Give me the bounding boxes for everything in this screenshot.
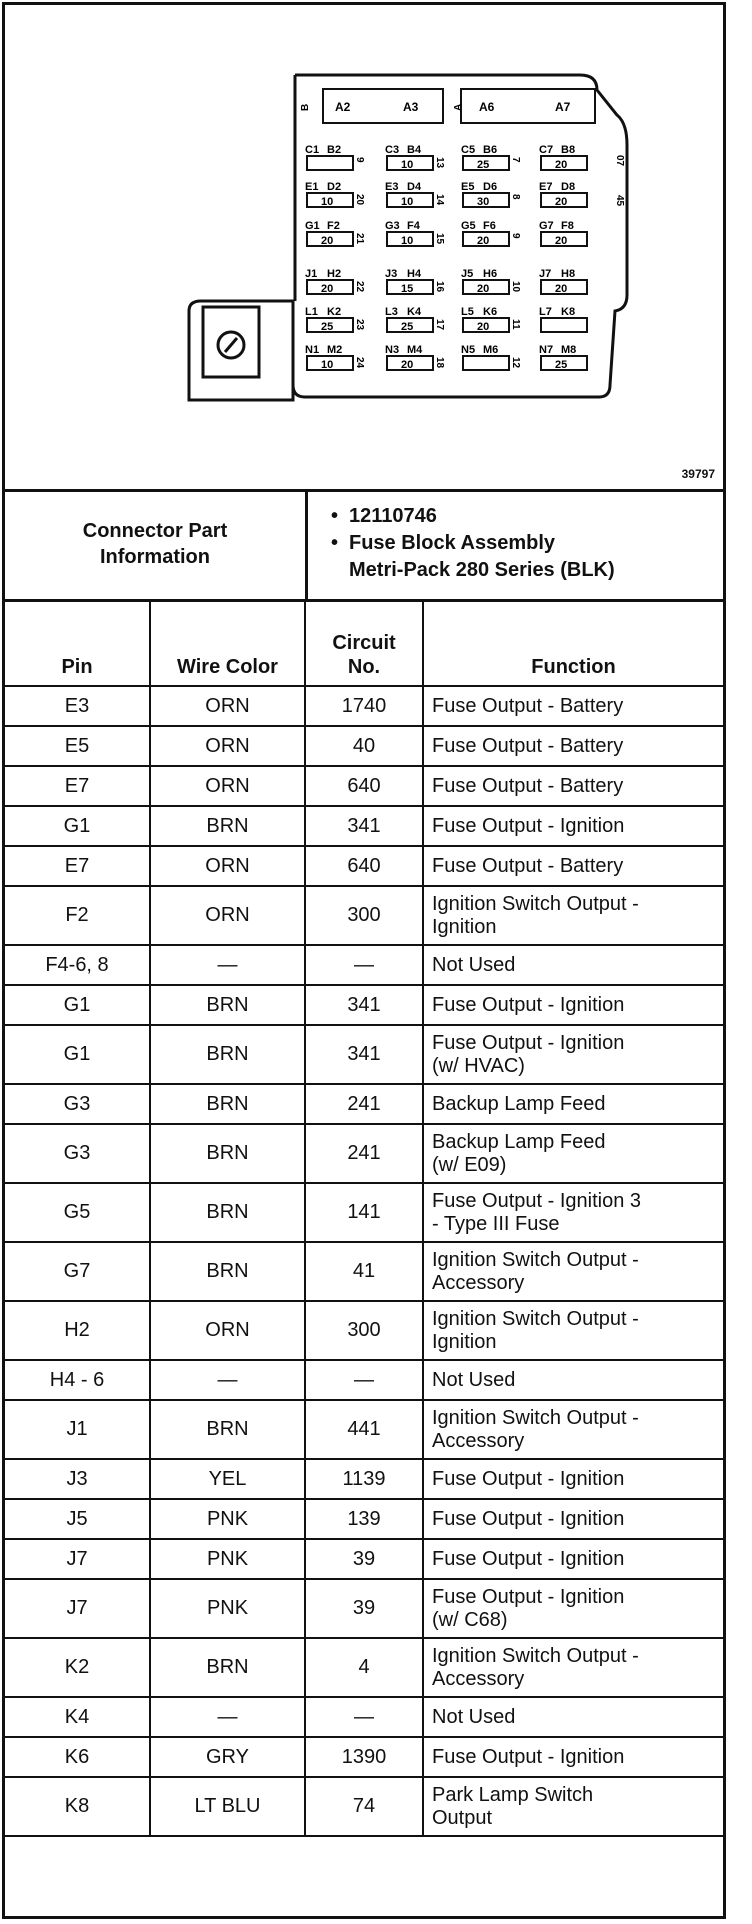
cavity-label: K4: [407, 306, 422, 318]
circuit-cell: 41: [305, 1242, 423, 1301]
cavity-label: D2: [327, 181, 342, 193]
function-line: Fuse Output - Ignition: [432, 1031, 625, 1054]
table-row: [5, 1124, 723, 1183]
cavity-label: 24: [354, 357, 365, 369]
function-line: Ignition: [432, 1330, 497, 1353]
cavity-label: 10: [321, 359, 334, 371]
table-row: [5, 726, 723, 766]
cavity-label: G1: [305, 220, 320, 232]
table-row: [5, 1400, 723, 1459]
pin-cell: G3: [5, 1084, 150, 1124]
circuit-cell: 39: [305, 1579, 423, 1638]
wire-color-cell: —: [150, 945, 305, 985]
figure-id: 39797: [681, 467, 715, 481]
pin-cell: G1: [5, 985, 150, 1025]
cavity-label: 20: [555, 283, 568, 295]
pin-cell: H4 - 6: [5, 1360, 150, 1400]
circuit-cell: 141: [305, 1183, 423, 1242]
wire-color-cell: BRN: [150, 1124, 305, 1183]
pin-cell: J3: [5, 1459, 150, 1499]
cavity-label: 22: [354, 281, 365, 293]
cavity-label: A6: [479, 100, 495, 114]
function-line: Fuse Output - Ignition 3: [432, 1189, 642, 1212]
cavity-label: 23: [354, 319, 365, 331]
connector-part-information: [5, 489, 723, 602]
cavity-label: B8: [561, 144, 576, 156]
pin-cell: G3: [5, 1124, 150, 1183]
function-line: (w/ C68): [432, 1608, 508, 1631]
cavity-label: 16: [434, 281, 445, 293]
wire-color-cell: PNK: [150, 1579, 305, 1638]
fuse-block-drawing: [5, 5, 723, 489]
cavity-label: D8: [561, 181, 576, 193]
cavity-label: L7: [539, 306, 552, 318]
pin-cell: G1: [5, 806, 150, 846]
cavity-label: 20: [401, 359, 414, 371]
cavity-label: M6: [483, 344, 499, 356]
cavity-label: 10: [401, 196, 414, 208]
pin-cell: J7: [5, 1539, 150, 1579]
function-cell: [423, 1777, 723, 1836]
table-row: [5, 686, 723, 726]
circuit-cell: 139: [305, 1499, 423, 1539]
part-description: [331, 530, 615, 584]
cavity-label: 20: [477, 321, 490, 333]
circuit-cell: 241: [305, 1124, 423, 1183]
circuit-cell: 341: [305, 806, 423, 846]
cavity-label: E5: [461, 181, 475, 193]
cavity-label: 25: [477, 159, 490, 171]
cavity-label: E7: [539, 181, 553, 193]
connector-info-label: [5, 489, 308, 599]
table-row: [5, 1638, 723, 1697]
wire-color-cell: LT BLU: [150, 1777, 305, 1836]
cavity-label: 10: [510, 281, 521, 293]
part-number: • 12110746: [331, 503, 615, 530]
cavity-label: K8: [561, 306, 576, 318]
pin-cell: F2: [5, 886, 150, 945]
wire-color-cell: ORN: [150, 1301, 305, 1360]
table-row: [5, 766, 723, 806]
fuse-slot: [307, 156, 353, 170]
table-row: [5, 1737, 723, 1777]
table-row: [5, 846, 723, 886]
pin-cell: H2: [5, 1301, 150, 1360]
fuse-slot: [463, 356, 509, 370]
pin-cell: E5: [5, 726, 150, 766]
function-cell: [423, 1183, 723, 1242]
wire-color-cell: BRN: [150, 985, 305, 1025]
cavity-label: G7: [539, 220, 554, 232]
cavity-label: J1: [305, 268, 318, 280]
circuit-cell: 441: [305, 1400, 423, 1459]
function-line: Backup Lamp Feed: [432, 1130, 606, 1153]
table-row: [5, 1242, 723, 1301]
pinout-rows: [5, 686, 723, 1836]
circuit-cell: 640: [305, 766, 423, 806]
cavity-label: 21: [354, 233, 365, 245]
cavity-label: B: [300, 103, 311, 111]
circuit-cell: 1740: [305, 686, 423, 726]
cavity-label: 9: [510, 233, 521, 239]
pin-cell: K2: [5, 1638, 150, 1697]
cavity-label: B6: [483, 144, 498, 156]
wire-color-cell: GRY: [150, 1737, 305, 1777]
function-cell: Fuse Output - Ignition: [423, 1539, 723, 1579]
cavity-label: 15: [401, 283, 414, 295]
cavity-label: 25: [555, 359, 568, 371]
table-row: [5, 1777, 723, 1836]
circuit-cell: 640: [305, 846, 423, 886]
function-line: Ignition: [432, 915, 497, 938]
cavity-label: 8: [510, 194, 521, 200]
header-circuit-line1: Circuit: [332, 632, 396, 654]
cavity-label: 12: [510, 357, 521, 369]
cavity-label: L1: [305, 306, 318, 318]
cavity-label: A7: [555, 100, 571, 114]
header-pin: Pin: [5, 600, 150, 686]
function-cell: [423, 1638, 723, 1697]
table-row: [5, 1579, 723, 1638]
pin-cell: J7: [5, 1579, 150, 1638]
cavity-label: 20: [555, 159, 568, 171]
function-cell: [423, 1124, 723, 1183]
connector-info-label-line2: Information: [100, 546, 210, 568]
table-row: [5, 886, 723, 945]
cavity-label: B2: [327, 144, 342, 156]
cavity-label: 10: [321, 196, 334, 208]
function-cell: Not Used: [423, 1697, 723, 1737]
table-row: [5, 1697, 723, 1737]
function-cell: Fuse Output - Ignition: [423, 806, 723, 846]
table-row: [5, 945, 723, 985]
function-line: Fuse Output - Ignition: [432, 1585, 625, 1608]
circuit-cell: 341: [305, 1025, 423, 1084]
cavity-label: 9: [354, 157, 365, 163]
pin-cell: G7: [5, 1242, 150, 1301]
pin-cell: K4: [5, 1697, 150, 1737]
circuit-cell: 341: [305, 985, 423, 1025]
cavity-label: 20: [477, 235, 490, 247]
circuit-cell: 300: [305, 1301, 423, 1360]
function-line: Accessory: [432, 1667, 525, 1690]
wire-color-cell: BRN: [150, 1084, 305, 1124]
part-description-line1: Fuse Block Assembly: [349, 532, 556, 554]
cavity-label: N3: [385, 344, 400, 356]
cavity-label: E3: [385, 181, 399, 193]
function-cell: [423, 1400, 723, 1459]
table-row: [5, 985, 723, 1025]
function-line: Accessory: [432, 1429, 525, 1452]
circuit-cell: —: [305, 945, 423, 985]
function-line: (w/ E09): [432, 1153, 507, 1176]
part-description-line2: Metri-Pack 280 Series (BLK): [349, 559, 615, 581]
table-row: [5, 1459, 723, 1499]
cavity-label: J5: [461, 268, 474, 280]
function-cell: Fuse Output - Ignition: [423, 985, 723, 1025]
function-cell: Fuse Output - Battery: [423, 686, 723, 726]
cavity-label: F2: [327, 220, 340, 232]
cavity-label: K6: [483, 306, 498, 318]
cavity-label: 20: [477, 283, 490, 295]
wire-color-cell: ORN: [150, 726, 305, 766]
cavity-label: H6: [483, 268, 498, 280]
cavity-label: A: [453, 103, 464, 111]
cavity-label: J7: [539, 268, 552, 280]
wire-color-cell: BRN: [150, 1400, 305, 1459]
wire-color-cell: BRN: [150, 806, 305, 846]
wire-color-cell: ORN: [150, 766, 305, 806]
circuit-cell: 40: [305, 726, 423, 766]
wire-color-cell: BRN: [150, 1242, 305, 1301]
cavity-label: M4: [407, 344, 423, 356]
fuse-block-diagram: [5, 5, 723, 492]
table-row: [5, 1183, 723, 1242]
cavity-label: 30: [477, 196, 490, 208]
header-circuit-line2: No.: [347, 656, 381, 678]
function-cell: Fuse Output - Ignition: [423, 1737, 723, 1777]
function-cell: Fuse Output - Ignition: [423, 1499, 723, 1539]
cavity-label: N5: [461, 344, 476, 356]
cavity-label: D4: [407, 181, 422, 193]
wire-color-cell: BRN: [150, 1025, 305, 1084]
cavity-label: 10: [401, 235, 414, 247]
pin-cell: E3: [5, 686, 150, 726]
cavity-label: F8: [561, 220, 574, 232]
pin-cell: F4-6, 8: [5, 945, 150, 985]
circuit-cell: —: [305, 1360, 423, 1400]
cavity-label: 11: [510, 319, 521, 330]
cavity-label: L3: [385, 306, 398, 318]
cavity-label: N1: [305, 344, 320, 356]
cavity-label: 20: [321, 235, 334, 247]
function-line: Ignition Switch Output -: [432, 1307, 639, 1330]
function-line: Ignition Switch Output -: [432, 1248, 639, 1271]
cavity-label: C3: [385, 144, 400, 156]
cavity-label: J3: [385, 268, 398, 280]
function-cell: Fuse Output - Battery: [423, 726, 723, 766]
cavity-label: A3: [403, 100, 419, 114]
cavity-label: C1: [305, 144, 320, 156]
cavity-label: 45: [614, 195, 625, 207]
cavity-label: F4: [407, 220, 420, 232]
cavity-label: F6: [483, 220, 496, 232]
cavity-label: B4: [407, 144, 422, 156]
header-circuit-no: [305, 600, 423, 686]
cavity-label: 20: [354, 194, 365, 206]
function-cell: Backup Lamp Feed: [423, 1084, 723, 1124]
cavity-label: 7: [510, 157, 521, 163]
wire-color-cell: ORN: [150, 886, 305, 945]
function-cell: [423, 886, 723, 945]
table-row: [5, 1301, 723, 1360]
wire-color-cell: PNK: [150, 1499, 305, 1539]
cavity-label: 20: [321, 283, 334, 295]
table-row: [5, 1539, 723, 1579]
pinout-header-row: [5, 600, 723, 686]
header-function: Function: [423, 600, 723, 686]
cavity-label: H2: [327, 268, 342, 280]
cavity-label: M8: [561, 344, 577, 356]
cavity-label: C5: [461, 144, 476, 156]
cavity-label: 13: [434, 157, 445, 169]
cavity-label: 20: [555, 235, 568, 247]
function-line: Ignition Switch Output -: [432, 1406, 639, 1429]
function-line: Ignition Switch Output -: [432, 892, 639, 915]
function-cell: Fuse Output - Battery: [423, 766, 723, 806]
connector-sheet: [2, 2, 726, 1919]
connector-info-label-line1: Connector Part: [82, 520, 228, 542]
cavity-label: 15: [434, 233, 445, 245]
cavity-label: 17: [434, 319, 445, 331]
wire-color-cell: BRN: [150, 1183, 305, 1242]
cavity-label: 18: [434, 357, 445, 369]
wire-color-cell: ORN: [150, 846, 305, 886]
function-line: Accessory: [432, 1271, 525, 1294]
function-cell: [423, 1242, 723, 1301]
function-cell: Not Used: [423, 1360, 723, 1400]
wire-color-cell: —: [150, 1697, 305, 1737]
function-cell: Fuse Output - Ignition: [423, 1459, 723, 1499]
cavity-label: 20: [555, 196, 568, 208]
circuit-cell: 4: [305, 1638, 423, 1697]
cavity-label: 10: [401, 159, 414, 171]
pinout-table: [5, 599, 723, 1837]
circuit-cell: 39: [305, 1539, 423, 1579]
function-line: - Type III Fuse: [432, 1212, 560, 1235]
circuit-cell: 1139: [305, 1459, 423, 1499]
wire-color-cell: PNK: [150, 1539, 305, 1579]
cavity-label: L5: [461, 306, 474, 318]
function-line: Ignition Switch Output -: [432, 1644, 639, 1667]
circuit-cell: 1390: [305, 1737, 423, 1777]
pin-cell: G1: [5, 1025, 150, 1084]
function-cell: Fuse Output - Battery: [423, 846, 723, 886]
function-line: (w/ HVAC): [432, 1054, 525, 1077]
cavity-label: 07: [614, 155, 625, 167]
connector-info-details: [331, 503, 615, 584]
cavity-label: H4: [407, 268, 422, 280]
cavity-label: M2: [327, 344, 343, 356]
circuit-cell: —: [305, 1697, 423, 1737]
pin-cell: K8: [5, 1777, 150, 1836]
wire-color-cell: ORN: [150, 686, 305, 726]
wire-color-cell: YEL: [150, 1459, 305, 1499]
function-cell: Not Used: [423, 945, 723, 985]
table-row: [5, 1360, 723, 1400]
wire-color-cell: —: [150, 1360, 305, 1400]
function-line: Output: [432, 1806, 493, 1829]
pin-cell: J1: [5, 1400, 150, 1459]
fuse-slot: [541, 318, 587, 332]
cavity-label: N7: [539, 344, 554, 356]
cavity-label: 14: [434, 194, 445, 206]
function-cell: [423, 1025, 723, 1084]
pin-cell: G5: [5, 1183, 150, 1242]
cavity-label: H8: [561, 268, 576, 280]
cavity-label: E1: [305, 181, 319, 193]
function-cell: [423, 1301, 723, 1360]
pin-cell: K6: [5, 1737, 150, 1777]
cavity-label: D6: [483, 181, 498, 193]
header-wire-color: Wire Color: [150, 600, 305, 686]
cavity-label: K2: [327, 306, 342, 318]
cavity-label: C7: [539, 144, 554, 156]
table-row: [5, 1084, 723, 1124]
cavity-label: 25: [401, 321, 414, 333]
pin-cell: E7: [5, 846, 150, 886]
pin-cell: E7: [5, 766, 150, 806]
pin-cell: J5: [5, 1499, 150, 1539]
circuit-cell: 300: [305, 886, 423, 945]
cavity-label: 25: [321, 321, 334, 333]
circuit-cell: 74: [305, 1777, 423, 1836]
table-row: [5, 1499, 723, 1539]
cavity-label: G5: [461, 220, 476, 232]
cavity-label: A2: [335, 100, 351, 114]
wire-color-cell: BRN: [150, 1638, 305, 1697]
table-row: [5, 1025, 723, 1084]
cavity-label: G3: [385, 220, 400, 232]
function-line: Park Lamp Switch: [432, 1783, 594, 1806]
function-cell: [423, 1579, 723, 1638]
circuit-cell: 241: [305, 1084, 423, 1124]
table-row: [5, 806, 723, 846]
